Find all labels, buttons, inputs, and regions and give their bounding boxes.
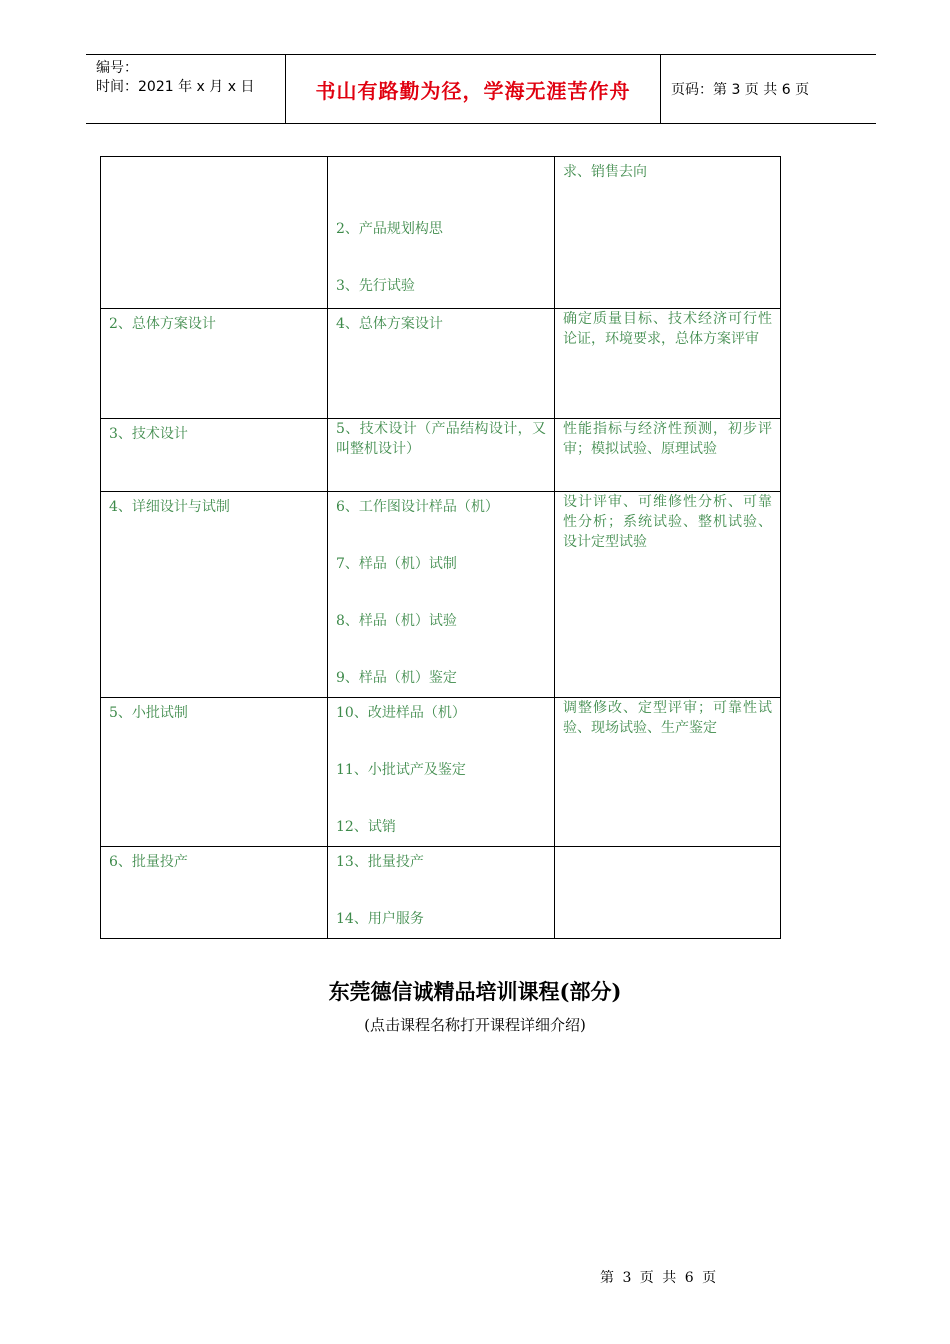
time-label: 时间：2021 年 x 月 x 日 — [96, 79, 255, 95]
steps-cell — [328, 847, 555, 939]
table-row — [101, 847, 781, 939]
step-item: 13、批量投产 — [336, 854, 424, 870]
header-motto: 书山有路勤为径，学海无涯苦作舟 — [286, 55, 661, 123]
step-item: 10、改进样品（机） — [336, 705, 466, 721]
step-item: 2、产品规划构思 — [336, 221, 443, 237]
content-cell: 性能指标与经济性预测，初步评审；模拟试验、原理试验 — [555, 419, 781, 492]
steps-cell — [328, 492, 555, 698]
step-item: 6、工作图设计样品（机） — [336, 499, 499, 515]
step-item: 5、技术设计（产品结构设计，又叫整机设计） — [336, 421, 546, 457]
stage-cell: 2、总体方案设计 — [101, 309, 328, 419]
stage-cell — [101, 157, 328, 309]
page-footer: 第 3 页 共 6 页 — [600, 1270, 719, 1286]
stage-cell: 6、批量投产 — [101, 847, 328, 939]
course-section-subtitle: (点击课程名称打开课程详细介绍) — [364, 1016, 586, 1034]
step-item — [336, 162, 546, 219]
content-cell: 求、销售去向 — [555, 157, 781, 309]
steps-cell — [328, 419, 555, 492]
content-cell — [555, 847, 781, 939]
content-cell: 调整修改、定型评审；可靠性试验、现场试验、生产鉴定 — [555, 698, 781, 847]
step-item: 4、总体方案设计 — [336, 316, 443, 332]
table-row — [101, 698, 781, 847]
step-item: 11、小批试产及鉴定 — [336, 762, 466, 778]
step-item: 9、样品（机）鉴定 — [336, 670, 457, 686]
steps-cell — [328, 157, 555, 309]
table-row — [101, 309, 781, 419]
process-table — [100, 156, 781, 939]
step-item: 14、用户服务 — [336, 911, 424, 927]
steps-cell — [328, 698, 555, 847]
page-header — [86, 54, 876, 124]
number-label: 编号： — [96, 60, 138, 76]
course-section-title: 东莞德信诚精品培训课程(部分) — [328, 979, 622, 1004]
step-item: 7、样品（机）试制 — [336, 556, 457, 572]
content-cell: 设计评审、可维修性分析、可靠性分析；系统试验、整机试验、设计定型试验 — [555, 492, 781, 698]
content-cell: 确定质量目标、技术经济可行性论证，环境要求，总体方案评审 — [555, 309, 781, 419]
stage-cell: 3、技术设计 — [101, 419, 328, 492]
header-meta — [86, 55, 286, 123]
stage-cell: 5、小批试制 — [101, 698, 328, 847]
table-row — [101, 157, 781, 309]
step-item: 3、先行试验 — [336, 278, 415, 294]
step-item: 12、试销 — [336, 819, 396, 835]
stage-cell: 4、详细设计与试制 — [101, 492, 328, 698]
step-item: 8、样品（机）试验 — [336, 613, 457, 629]
table-row — [101, 492, 781, 698]
table-row — [101, 419, 781, 492]
header-page-info: 页码：第 3 页 共 6 页 — [671, 82, 810, 98]
steps-cell — [328, 309, 555, 419]
